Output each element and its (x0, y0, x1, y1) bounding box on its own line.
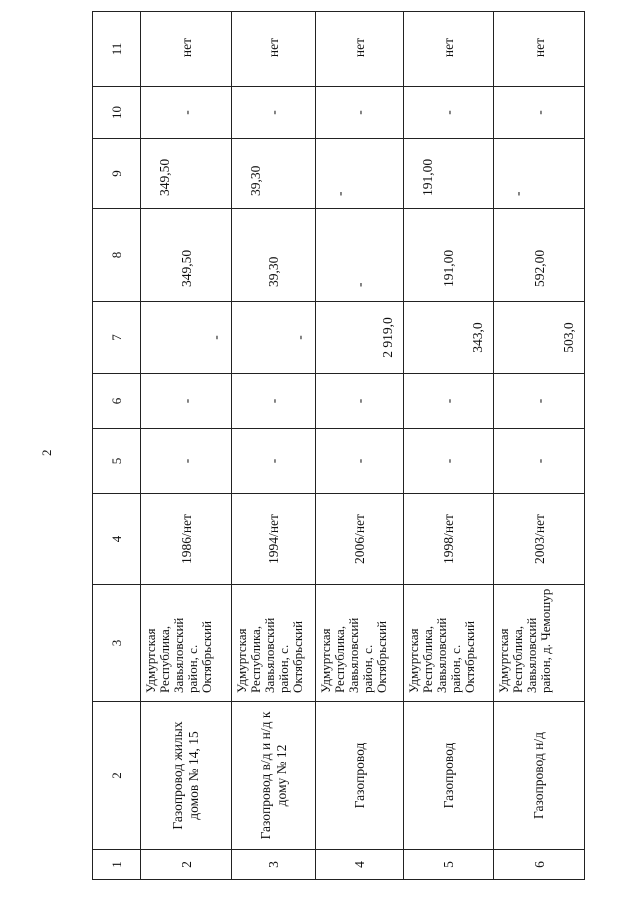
column-number: 5 (93, 429, 141, 494)
column-7-cell: - (141, 302, 232, 374)
column-8-cell: 592,00 (494, 209, 585, 302)
column-11-cell: нет (404, 12, 494, 87)
column-number: 8 (93, 209, 141, 302)
column-11-cell: нет (494, 12, 585, 87)
column-6-cell: - (404, 374, 494, 429)
year-cell: 1994/нет (232, 494, 316, 585)
column-9-cell: 349,50 (141, 139, 232, 209)
table-row (232, 12, 316, 880)
column-7-cell: 2 919,0 (316, 302, 404, 374)
year-cell: 1986/нет (141, 494, 232, 585)
column-number: 6 (93, 374, 141, 429)
column-number: 3 (93, 585, 141, 702)
column-10-cell: - (494, 87, 585, 139)
row-number-cell: 3 (232, 850, 316, 880)
column-6-cell: - (494, 374, 585, 429)
column-number: 9 (93, 139, 141, 209)
column-number: 2 (93, 702, 141, 850)
column-number: 4 (93, 494, 141, 585)
object-name-cell: Газопровод жилых домов № 14, 15 (141, 702, 232, 850)
object-name-cell: Газопровод (404, 702, 494, 850)
column-5-cell: - (232, 429, 316, 494)
address-cell: Удмуртская Республика, Завьяловский район, с. Октябрьский (404, 585, 494, 702)
column-number: 1 (93, 850, 141, 880)
column-9-cell: - (494, 139, 585, 209)
table-frame (92, 12, 584, 880)
address-cell: Удмуртская Республика, Завьяловский район, с. Октябрьский (316, 585, 404, 702)
column-10-cell: - (404, 87, 494, 139)
year-cell: 1998/нет (404, 494, 494, 585)
column-7-cell: - (232, 302, 316, 374)
column-9-cell: - (316, 139, 404, 209)
column-11-cell: нет (232, 12, 316, 87)
page-number: 2 (39, 449, 54, 457)
column-8-cell: 191,00 (404, 209, 494, 302)
column-11-cell: нет (141, 12, 232, 87)
column-number: 11 (93, 12, 141, 87)
row-number-cell: 6 (494, 850, 585, 880)
address-cell: Удмуртская Республика, Завьяловский район, д. Чемошур (494, 585, 585, 702)
row-number-cell: 2 (141, 850, 232, 880)
year-cell: 2003/нет (494, 494, 585, 585)
column-5-cell: - (494, 429, 585, 494)
column-5-cell: - (316, 429, 404, 494)
table-row (404, 12, 494, 880)
object-name-cell: Газопровод в/д и н/д к дому № 12 (232, 702, 316, 850)
column-9-cell: 39,30 (232, 139, 316, 209)
address-cell: Удмуртская Республика, Завьяловский район, с. Октябрьский (141, 585, 232, 702)
table-row (141, 12, 232, 880)
table-row (494, 12, 585, 880)
column-10-cell: - (232, 87, 316, 139)
column-number-row (93, 12, 141, 880)
column-number: 10 (93, 87, 141, 139)
column-5-cell: - (404, 429, 494, 494)
column-5-cell: - (141, 429, 232, 494)
column-8-cell: - (316, 209, 404, 302)
column-6-cell: - (232, 374, 316, 429)
column-number: 7 (93, 302, 141, 374)
column-8-cell: 349,50 (141, 209, 232, 302)
column-9-cell: 191,00 (404, 139, 494, 209)
column-6-cell: - (316, 374, 404, 429)
column-8-cell: 39,30 (232, 209, 316, 302)
year-cell: 2006/нет (316, 494, 404, 585)
column-6-cell: - (141, 374, 232, 429)
gas-pipeline-table (92, 11, 585, 880)
column-10-cell: - (316, 87, 404, 139)
object-name-cell: Газопровод н/д (494, 702, 585, 850)
column-11-cell: нет (316, 12, 404, 87)
object-name-cell: Газопровод (316, 702, 404, 850)
column-10-cell: - (141, 87, 232, 139)
column-7-cell: 503,0 (494, 302, 585, 374)
table-row (316, 12, 404, 880)
column-7-cell: 343,0 (404, 302, 494, 374)
address-cell: Удмуртская Республика, Завьяловский район, с. Октябрьский (232, 585, 316, 702)
row-number-cell: 5 (404, 850, 494, 880)
row-number-cell: 4 (316, 850, 404, 880)
